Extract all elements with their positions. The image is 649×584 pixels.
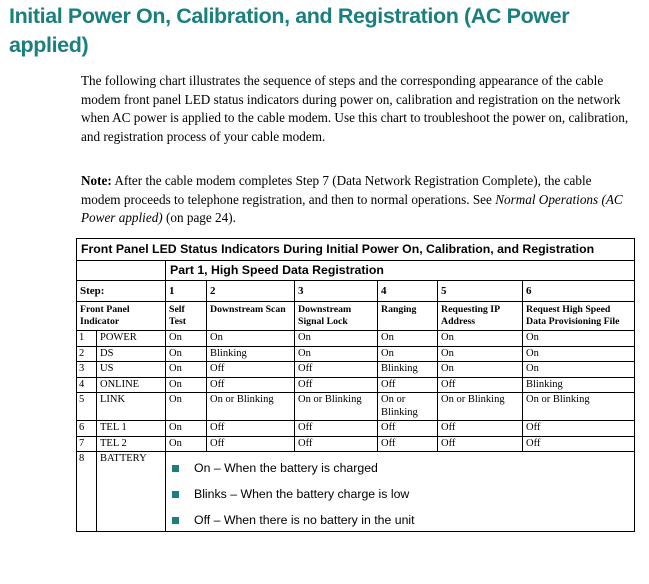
indicator-value: Off [378,421,438,437]
indicator-name: DS [97,346,166,362]
step-number: 5 [438,280,523,302]
step-name: Self Test [166,302,207,331]
note-text-1: After the cable modem completes Step 7 (Data Network Registration Complete), the cable modem proceeds to telephone registration, and then to normal operations. See [81,173,592,207]
indicator-value: Off [295,377,378,393]
table-row [77,346,635,362]
page-title: Initial Power On, Calibration, and Registration (AC Power applied) [9,4,570,57]
part-spacer-cell [77,261,166,281]
indicator-value: On [438,331,523,347]
led-status-table [76,238,635,532]
table-row [77,421,635,437]
indicator-value: On [166,346,207,362]
indicator-name: TEL 2 [97,436,166,452]
indicator-value: Blinking [378,362,438,378]
indicator-name: US [97,362,166,378]
step-label: Step: [77,280,166,302]
indicator-value: Off [295,362,378,378]
square-bullet-icon [172,491,179,498]
indicator-value: On [378,346,438,362]
indicator-value: Off [378,436,438,452]
indicator-value: Off [207,436,295,452]
step-number: 3 [295,280,378,302]
table-row [77,436,635,452]
table-row [77,362,635,378]
indicator-value: Off [523,436,635,452]
indicator-name: LINK [97,393,166,421]
row-number: 1 [77,331,97,347]
step-name: Ranging [378,302,438,331]
indicator-value: On or Blinking [523,393,635,421]
indicator-value: Off [523,421,635,437]
indicator-value: Off [438,377,523,393]
row-number: 5 [77,393,97,421]
list-item [172,487,626,501]
part-title: Part 1, High Speed Data Registration [166,261,635,281]
indicator-value: Off [438,436,523,452]
indicator-value: Off [207,377,295,393]
indicator-value: Blinking [523,377,635,393]
indicator-name: TEL 1 [97,421,166,437]
row-number: 2 [77,346,97,362]
indicator-value: On [295,346,378,362]
indicator-value: On [523,362,635,378]
indicator-value: On [523,331,635,347]
step-number: 1 [166,280,207,302]
step-number: 2 [207,280,295,302]
step-name: Request High Speed Data Provisioning File [523,302,635,331]
indicator-name: ONLINE [97,377,166,393]
battery-state-text: Blinks – When the battery charge is low [194,487,410,501]
square-bullet-icon [172,465,179,472]
indicator-value: On [438,346,523,362]
indicator-value: On [378,331,438,347]
indicator-value: On [207,331,295,347]
indicator-value: Off [295,421,378,437]
note-label: Note: [81,173,112,188]
table-row [77,393,635,421]
indicator-value: On or Blinking [295,393,378,421]
battery-state-text: Off – When there is no battery in the unit [194,513,415,527]
list-item [172,461,626,475]
note-paragraph [81,172,633,228]
indicator-value: On [166,362,207,378]
indicator-value: On [438,362,523,378]
square-bullet-icon [172,517,179,524]
indicator-value: Off [438,421,523,437]
indicator-value: On [523,346,635,362]
indicator-value: On or Blinking [438,393,523,421]
table-caption: Front Panel LED Status Indicators During Initial Power On, Calibration, and Registration [77,239,635,261]
note-text-2: (on page 24). [162,210,236,226]
indicator-value: On [166,377,207,393]
indicator-value: On [166,421,207,437]
indicator-value: On [166,393,207,421]
table-row [77,377,635,393]
list-item [172,513,626,527]
indicator-value: On or Blinking [378,393,438,421]
step-number: 6 [523,280,635,302]
battery-row [77,452,635,532]
intro-paragraph: The following chart illustrates the sequence of steps and the corresponding appearance of the cable modem front panel LED status indicators during power on, calibration and registration on the network when AC power is applied to the cable modem. Use this chart to troubleshoot the power on, calibration, and registration process of your cable modem. [81,73,629,144]
row-number: 8 [77,452,97,532]
battery-states [166,452,635,532]
indicator-value: Off [207,362,295,378]
step-number: 4 [378,280,438,302]
row-number: 4 [77,377,97,393]
table-row [77,331,635,347]
indicator-value: On or Blinking [207,393,295,421]
row-number: 3 [77,362,97,378]
indicator-value: Off [295,436,378,452]
indicator-name: BATTERY [97,452,166,532]
indicator-value: On [295,331,378,347]
step-name: Downstream Signal Lock [295,302,378,331]
step-name: Requesting IP Address [438,302,523,331]
step-name: Downstream Scan [207,302,295,331]
row-number: 6 [77,421,97,437]
battery-state-text: On – When the battery is charged [194,461,378,475]
indicator-value: On [166,436,207,452]
normal-operations-link[interactable]: Normal Operations (AC Power applied) [81,191,623,226]
indicator-value: Blinking [207,346,295,362]
indicator-value: Off [207,421,295,437]
indicator-header: Front Panel Indicator [77,302,166,331]
row-number: 7 [77,436,97,452]
indicator-value: On [166,331,207,347]
indicator-value: Off [378,377,438,393]
indicator-name: POWER [97,331,166,347]
